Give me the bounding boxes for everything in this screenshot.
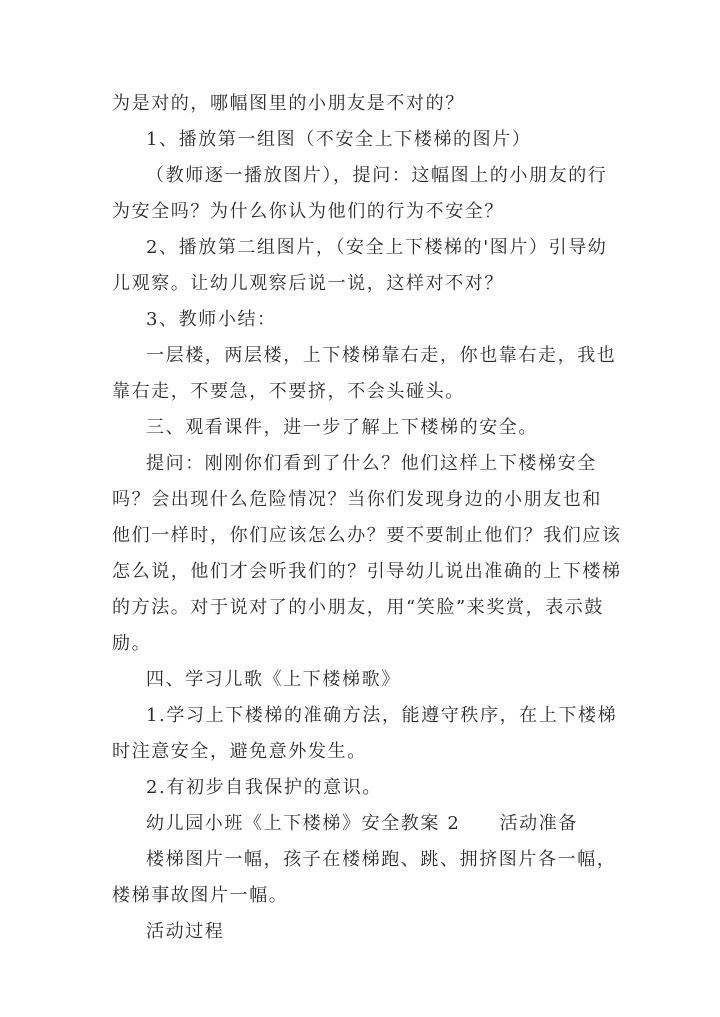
paragraph-line: 2.有初步自我保护的意识。 xyxy=(146,777,382,798)
paragraph-line: 一层楼，两层楼，上下楼梯靠右走，你也靠右走，我也 xyxy=(146,345,617,366)
paragraph-line: 2、播放第二组图片，（安全上下楼梯的'图片）引导幼 xyxy=(146,237,608,258)
paragraph-line: 的方法。对于说对了的小朋友，用“笑脸”来奖赏，表示鼓 xyxy=(112,597,605,618)
paragraph-line: 他们一样时，你们应该怎么办？要不要制止他们？我们应该 xyxy=(112,525,622,546)
paragraph-line: 靠右走，不要急，不要挤，不会头碰头。 xyxy=(112,381,465,402)
document-title: 幼儿园小班《上下楼梯》安全教案 2 活动准备 xyxy=(146,813,578,834)
section-heading: 3、教师小结： xyxy=(146,309,277,330)
paragraph-line: 儿观察。让幼儿观察后说一说，这样对不对？ xyxy=(112,273,504,294)
section-heading: 活动过程 xyxy=(146,921,225,942)
paragraph-line: 1.学习上下楼梯的准确方法，能遵守秩序，在上下楼梯 xyxy=(146,705,618,726)
paragraph-line: 提问：刚刚你们看到了什么？他们这样上下楼梯安全 xyxy=(146,453,597,474)
section-heading: 三、观看课件，进一步了解上下楼梯的安全。 xyxy=(146,417,538,438)
paragraph-line: 为安全吗？为什么你认为他们的行为不安全？ xyxy=(112,201,504,222)
paragraph-line: 楼梯图片一幅，孩子在楼梯跑、跳、拥挤图片各一幅， xyxy=(146,849,617,870)
paragraph-line: （教师逐一播放图片），提问：这幅图上的小朋友的行 xyxy=(146,165,608,186)
paragraph-line: 时注意安全，避免意外发生。 xyxy=(112,741,367,762)
section-heading: 四、学习儿歌《上下楼梯歌》 xyxy=(146,669,401,690)
paragraph-line: 为是对的，哪幅图里的小朋友是不对的？ xyxy=(112,93,465,114)
paragraph-line: 1、播放第一组图（不安全上下楼梯的图片） xyxy=(146,129,532,150)
paragraph-line: 楼梯事故图片一幅。 xyxy=(112,885,289,906)
paragraph-line: 吗？会出现什么危险情况？当你们发现身边的小朋友也和 xyxy=(112,489,602,510)
paragraph-line: 励。 xyxy=(112,633,152,654)
paragraph-line: 怎么说，他们才会听我们的？引导幼儿说出准确的上下楼梯 xyxy=(112,561,622,582)
